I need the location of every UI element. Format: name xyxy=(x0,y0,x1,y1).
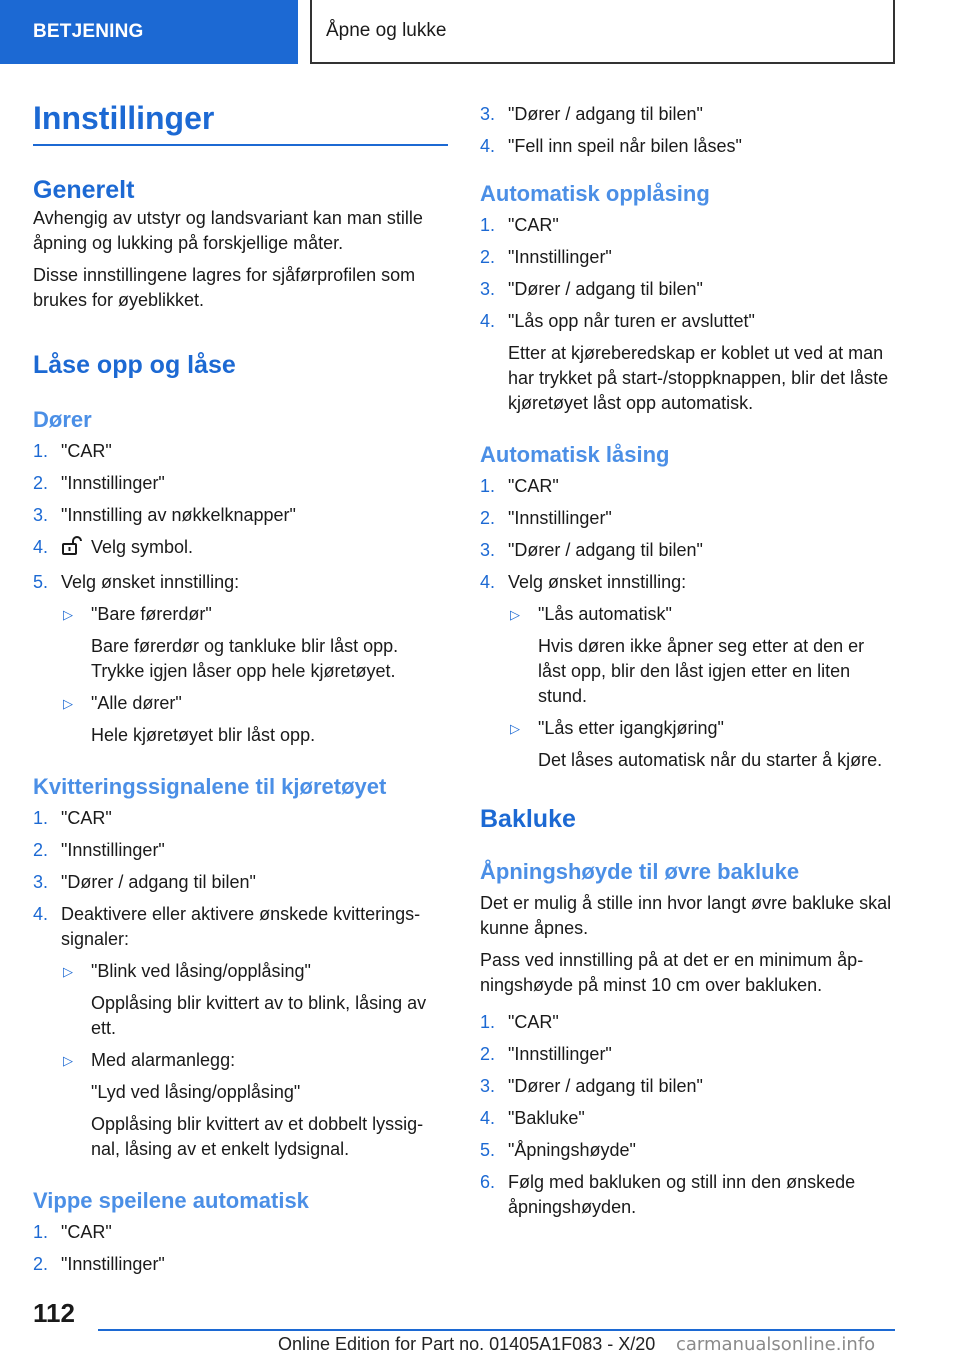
option-item: ▷ "Blink ved låsing/opplåsing" Opplåsing blir kvittert av to blink, låsing av ett. xyxy=(63,961,427,1038)
list-item: 4. "Bakluke" xyxy=(480,1108,585,1128)
bullet-icon: ▷ xyxy=(63,607,73,622)
list-item: 1. "CAR" xyxy=(33,1222,112,1242)
list-item: 1. "CAR" xyxy=(480,476,559,496)
list-item: 3. "Dører / adgang til bilen" xyxy=(480,540,703,560)
heading-dorer: Dører xyxy=(33,407,92,432)
list-item: 5. "Åpningshøyde" xyxy=(480,1140,636,1160)
list-item: 3. "Dører / adgang til bilen" xyxy=(33,872,256,892)
chapter-label: Åpne og lukke xyxy=(326,20,447,41)
heading-automatisk-laasing: Automatisk låsing xyxy=(480,442,670,467)
bullet-icon: ▷ xyxy=(63,1053,73,1068)
list-item: 3. "Dører / adgang til bilen" xyxy=(480,1076,703,1096)
list-item: 2. "Innstillinger" xyxy=(33,840,165,860)
list-item: 2. "Innstillinger" xyxy=(33,473,165,493)
list-item: 2. "Innstillinger" xyxy=(480,1044,612,1064)
list-item: 1. "CAR" xyxy=(480,215,559,235)
chapter-tab xyxy=(310,0,895,64)
list-item: 4. "Fell inn speil når bilen låses" xyxy=(480,136,742,156)
watermark: carmanualsonline.info xyxy=(676,1334,876,1355)
list-item: 3. "Dører / adgang til bilen" xyxy=(480,104,703,124)
heading-generelt: Generelt xyxy=(33,176,135,204)
list-item: 3. "Dører / adgang til bilen" xyxy=(480,279,703,299)
option-item: ▷ "Alle dører" Hele kjøretøyet blir låst opp. xyxy=(63,693,316,745)
list-item: 2. "Innstillinger" xyxy=(33,1254,165,1274)
bakluke-paragraph-2: Pass ved innstilling på at det er en minimum åp-ningshøyde på minst 10 cm over bakluken. xyxy=(480,950,864,995)
option-item: ▷ Med alarmanlegg: "Lyd ved låsing/opplåsing" Opplåsing blir kvittert av et dobbelt lyssig-nal, låsing av et enkelt lydsignal. xyxy=(63,1050,424,1159)
heading-automatisk-opplaasing: Automatisk opplåsing xyxy=(480,181,710,206)
list-item: 2. "Innstillinger" xyxy=(480,508,612,528)
option-item: ▷ "Lås etter igangkjøring" Det låses automatisk når du starter å kjøre. xyxy=(510,718,883,770)
page-title: Innstillinger xyxy=(33,98,448,146)
bakluke-paragraph-1: Det er mulig å stille inn hvor langt øvre bakluke skal kunne åpnes. xyxy=(480,893,892,938)
bullet-icon: ▷ xyxy=(510,721,520,736)
list-item: 4. Deaktivere eller aktivere ønskede kvitterings-signaler: ▷ "Blink ved låsing/opplåsing" Opplåsing blir kvittert av to blink, låsing av ett. ▷ Med alarmanlegg: "Lyd ved låsing/opplåsing" Opplåsing blir kvittert av et dobbelt lyssig-nal, låsing av et enkelt lydsignal. xyxy=(33,902,448,1162)
heading-kvittering: Kvitteringssignalene til kjøretøyet xyxy=(33,774,387,799)
list-item: 5. Velg ønsket innstilling: ▷ "Bare førerdør" Bare førerdør og tankluke blir låst opp. Trykke igjen låser opp hele kjøretøyet. ▷ "Alle dører" Hele kjøretøyet blir låst opp. xyxy=(33,570,448,748)
bullet-icon: ▷ xyxy=(510,607,520,622)
list-item: 6. Følg med bakluken og still inn den ønskede åpningshøyden. xyxy=(480,1172,856,1217)
footer-divider xyxy=(98,1329,895,1331)
list-item: 1. "CAR" xyxy=(480,1012,559,1032)
heading-laase: Låse opp og låse xyxy=(33,351,236,379)
bullet-icon: ▷ xyxy=(63,696,73,711)
option-item: ▷ "Bare førerdør" Bare førerdør og tankluke blir låst opp. Trykke igjen låser opp hele kjøretøyet. xyxy=(63,604,399,681)
list-item: 3. "Innstilling av nøkkelknapper" xyxy=(33,505,296,525)
unlock-icon xyxy=(61,536,83,563)
list-item: 4. Velg symbol. xyxy=(33,535,448,563)
page-number: 112 xyxy=(33,1298,75,1328)
list-item: 2. "Innstillinger" xyxy=(480,247,612,267)
bullet-icon: ▷ xyxy=(63,964,73,979)
edition-text: Online Edition for Part no. 01405A1F083 - X/20 xyxy=(278,1334,656,1354)
right-column xyxy=(480,102,895,1220)
list-item: 1. "CAR" xyxy=(33,808,112,828)
heading-vippe: Vippe speilene automatisk xyxy=(33,1188,309,1213)
list-item: 4. "Lås opp når turen er avsluttet" Etter at kjøreberedskap er koblet ut ved at man har trykket på start-/stoppknappen, blir det låste kjøretøyet låst opp automatisk. xyxy=(480,311,889,413)
list-item: 4. Velg ønsket innstilling: ▷ "Lås automatisk" Hvis døren ikke åpner seg etter at den er låst opp, blir den låst igjen etter en liten stund. ▷ "Lås etter igangkjøring" Det låses automatisk når du starter å kjøre. xyxy=(480,570,895,773)
section-label: BETJENING xyxy=(33,21,144,42)
heading-bakluke: Bakluke xyxy=(480,805,576,833)
option-item: ▷ "Lås automatisk" Hvis døren ikke åpner seg etter at den er låst opp, blir den låst igjen etter en liten stund. xyxy=(510,604,865,706)
list-item: 1. "CAR" xyxy=(33,441,112,461)
generelt-paragraph-1: Avhengig av utstyr og landsvariant kan man stille åpning og lukking på forskjellige måter. xyxy=(33,208,423,253)
generelt-paragraph-2: Disse innstillingene lagres for sjåførprofilen som brukes for øyeblikket. xyxy=(33,265,416,310)
section-tab xyxy=(0,0,298,64)
heading-aapningshoyde: Åpningshøyde til øvre bakluke xyxy=(480,859,800,884)
left-column xyxy=(33,98,448,1277)
